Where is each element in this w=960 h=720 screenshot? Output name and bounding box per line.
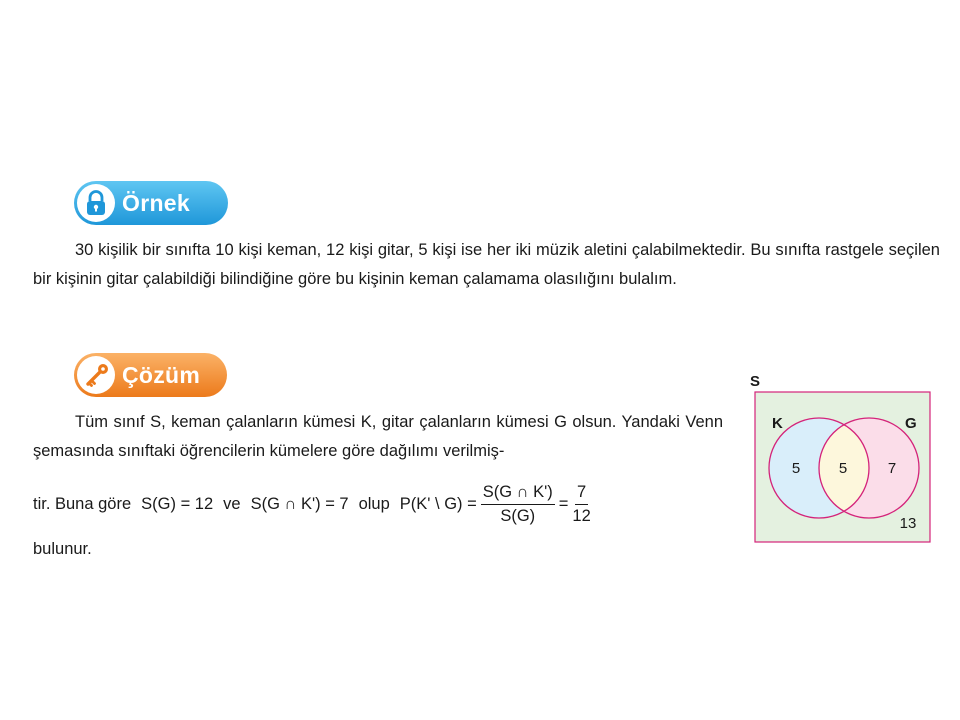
olup-word: olup	[358, 494, 390, 513]
set-k-label: K	[772, 415, 783, 432]
equation-line	[33, 478, 733, 530]
eq-probability: P(K' \ G) =	[399, 494, 477, 513]
intersection-count: 5	[838, 460, 848, 477]
outside-count: 13	[899, 515, 917, 532]
fraction-result-denominator: 12	[572, 506, 591, 525]
fraction-formula	[481, 483, 555, 526]
eq-prefix: tir. Buna göre	[33, 494, 132, 513]
venn-diagram	[745, 370, 935, 548]
example-badge	[74, 181, 228, 225]
fraction-result	[572, 483, 590, 526]
key-icon	[77, 356, 115, 394]
eq-s-g-k: S(G ∩ K') = 7	[250, 494, 349, 513]
only-g-count: 7	[887, 460, 897, 477]
fraction-formula-denominator: S(G)	[500, 506, 536, 525]
set-g-label: G	[905, 415, 917, 432]
solution-label: Çözüm	[122, 361, 201, 388]
lock-icon	[77, 184, 115, 222]
solution-badge	[74, 353, 227, 397]
and-word: ve	[223, 494, 241, 513]
equals-sign: =	[558, 494, 569, 513]
fraction-formula-numerator: S(G ∩ K')	[481, 483, 555, 505]
example-label: Örnek	[122, 189, 190, 216]
universe-label: S	[750, 373, 761, 390]
example-text: 30 kişilik bir sınıfta 10 kişi keman, 12 kişi gitar, 5 kişi ise her iki müzik aletini çalabilmektedir. Bu sınıfta rastgele seçilen bir kişinin gitar çalabildiği bilindiğine göre bu kişinin keman çalamama olasılığını bulalım.	[33, 241, 940, 288]
eq-s-g: S(G) = 12	[141, 494, 214, 513]
solution-text-block	[33, 408, 723, 466]
solution-ending: bulunur.	[33, 540, 92, 558]
fraction-result-numerator: 7	[575, 483, 588, 505]
solution-text: Tüm sınıf S, keman çalanların kümesi K, gitar çalanların kümesi G olsun. Yandaki Venn şemasında sınıftaki öğrencilerin kümelere göre dağılımı verilmiş-	[33, 413, 723, 460]
example-text-block	[33, 236, 940, 294]
only-k-count: 5	[791, 460, 801, 477]
